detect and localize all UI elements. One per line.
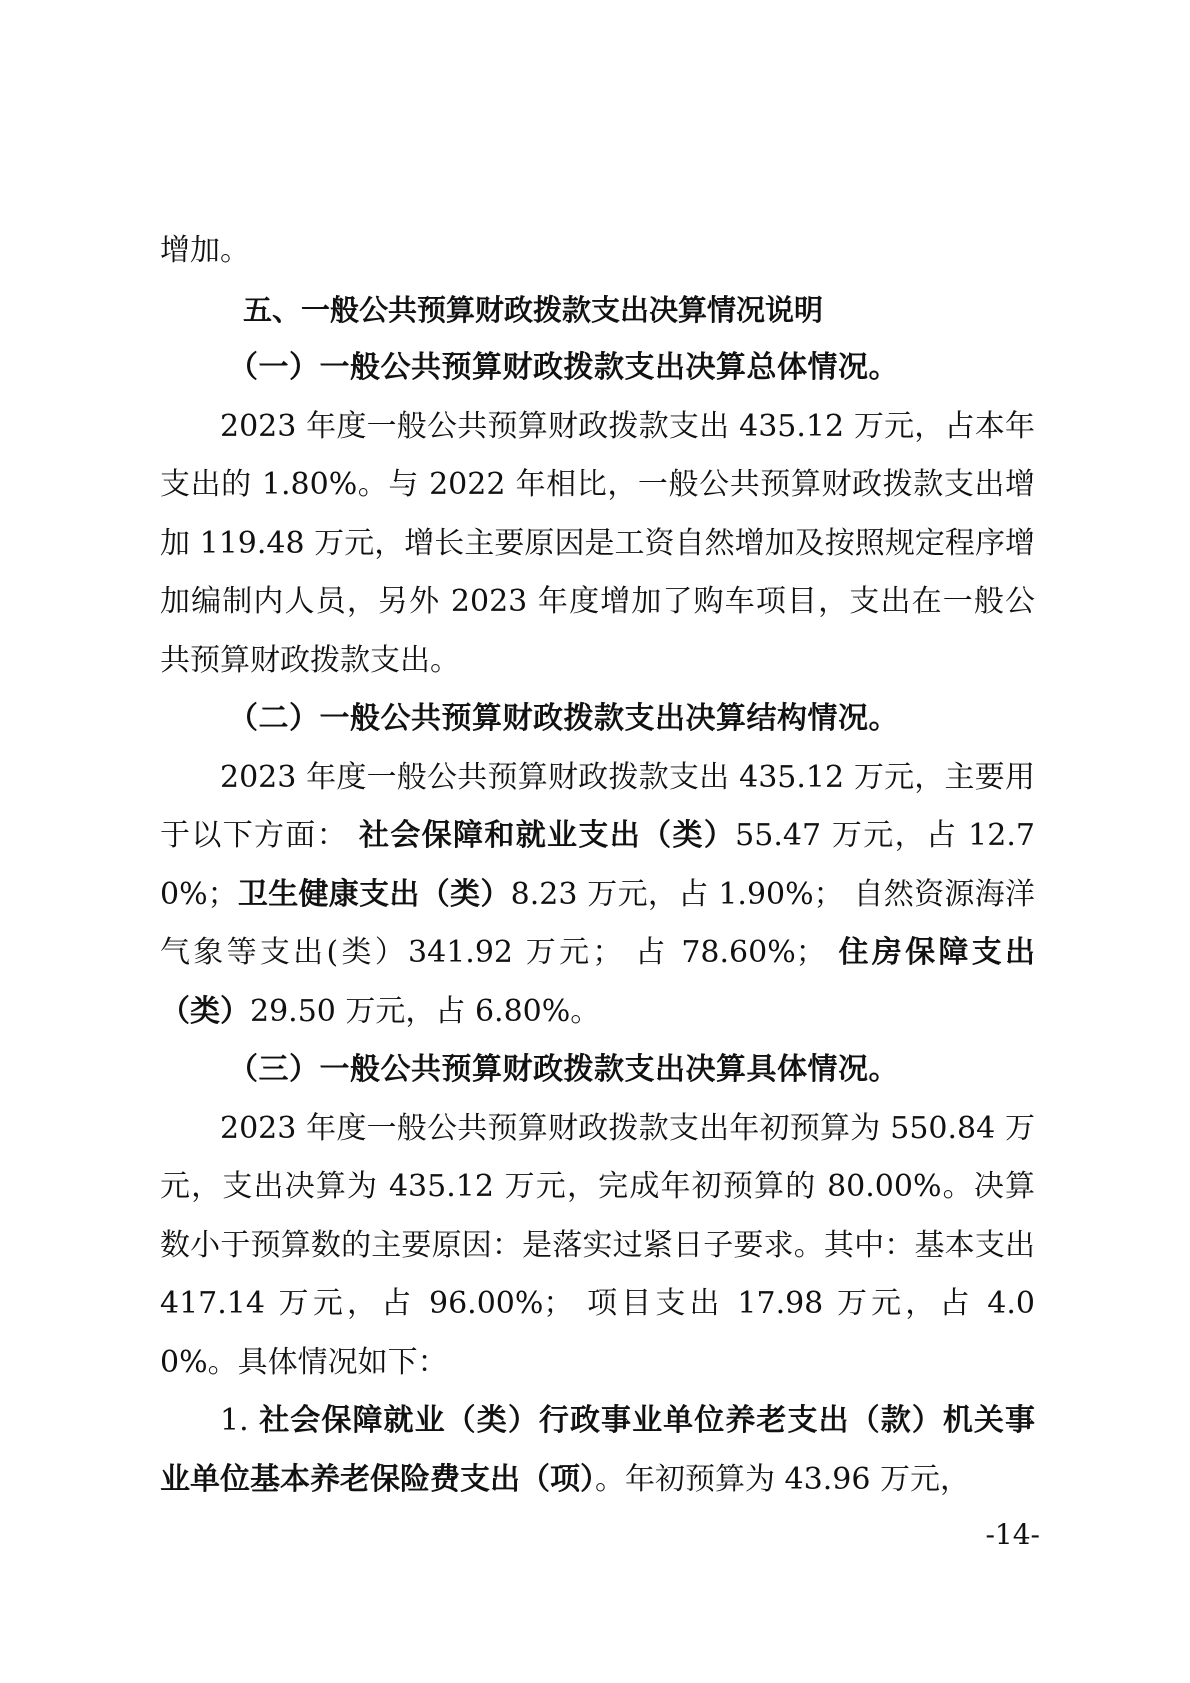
- section-heading-five: 五、一般公共预算财政拨款支出决算情况说明: [243, 292, 824, 327]
- paragraph-item-1: [160, 1392, 1035, 1509]
- item-text: 。年初预算为 43.96 万元，: [595, 1461, 970, 1497]
- subheading-overall: （一）一般公共预算财政拨款支出决算总体情况。: [228, 350, 899, 385]
- paragraph-structure: [160, 749, 1035, 1042]
- paragraph-overall: 2023 年度一般公共预算财政拨款支出 435.12 万元，占本年支出的 1.80%。与 2022 年相比，一般公共预算财政拨款支出增加 119.48 万元，增长主要原因是工资自然增加及按照规定程序增加编制内人员，另外 2023 年度增加了购车项目，支出在一般公共预算财政拨款支出。: [160, 408, 1035, 678]
- structure-text-d: 8.23 万元，占 1.90%； 自然资源海洋气象等支出(类）341.92 万元； 占 78.60%；: [160, 876, 1035, 970]
- structure-category-social-security: 社会保障和就业支出（类）: [358, 818, 736, 853]
- subheading-structure: （二）一般公共预算财政拨款支出决算结构情况。: [228, 701, 899, 736]
- structure-category-housing: 住房保障支出（类）: [160, 935, 1035, 1029]
- structure-text-a: 2023 年度一般公共预算财政拨款支出 435.12 万元，主要用于以下方面：: [160, 759, 1035, 853]
- item-title: 社会保障就业（类）行政事业单位养老支出（款）机关事业单位基本养老保险费支出（项）: [160, 1403, 1035, 1497]
- item-number: 1.: [220, 1403, 260, 1438]
- subheading-details: （三）一般公共预算财政拨款支出决算具体情况。: [228, 1052, 899, 1087]
- structure-text-e: 29.50 万元，占 6.80%。: [250, 993, 601, 1029]
- structure-category-health: 卫生健康支出（类）: [237, 876, 511, 912]
- structure-text-c: 55.47 万元，占 12.70%；: [160, 818, 1035, 912]
- paragraph-continuation: 增加。: [160, 233, 250, 268]
- paragraph-details: 2023 年度一般公共预算财政拨款支出年初预算为 550.84 万元，支出决算为 435.12 万元，完成年初预算的 80.00%。决算数小于预算数的主要原因：是落实过紧日子要求。其中：基本支出 417.14 万元，占 96.00%； 项目支出 17.98 万元，占 4.00%。具体情况如下：: [160, 1110, 1035, 1380]
- body-text: [160, 222, 1035, 1509]
- page-number: -14-: [985, 1518, 1040, 1551]
